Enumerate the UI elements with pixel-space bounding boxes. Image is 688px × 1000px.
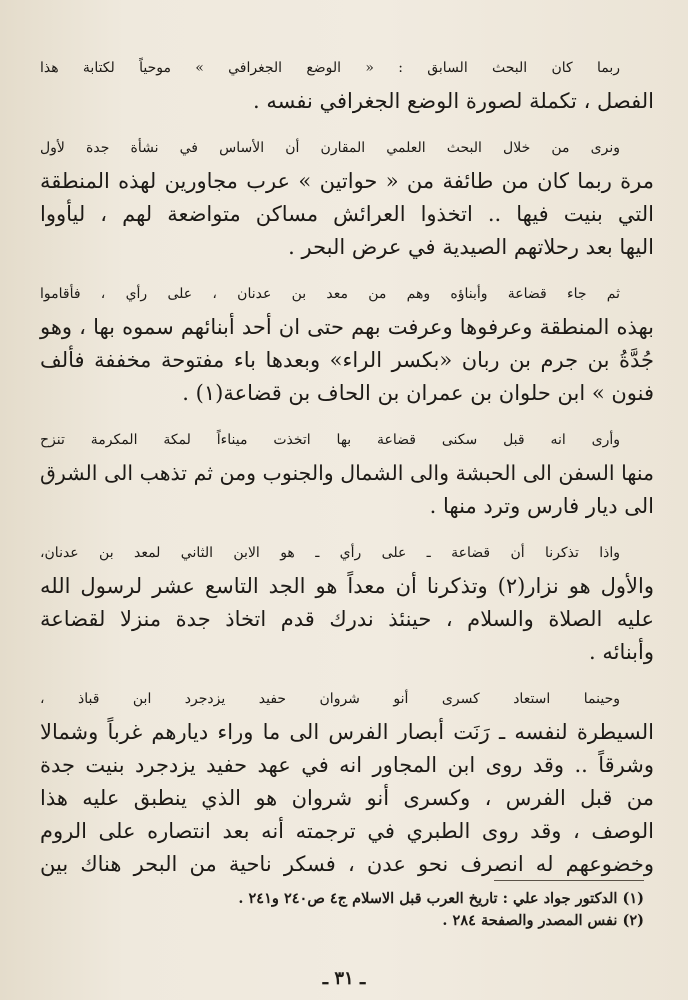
- text-line: وأرى انه قبل سكنى قضاعة بها اتخذت ميناءاً لمكة المكرمة تنزح: [40, 432, 620, 448]
- text-line: وحينما استعاد كسرى أنو شروان حفيد يزدجرد ابن قباذ ،: [40, 691, 620, 707]
- text-line: اليها بعد رحلاتهم الصيدية في عرض البحر .: [288, 235, 654, 259]
- text-line: فنون » ابن حلوان بن عمران بن الحاف بن قضاعة(١) .: [182, 381, 654, 405]
- text-line: بهذه المنطقة وعرفوها وعرفت بهم حتى ان أحد أبنائهم سموه بها ، وهو: [40, 315, 654, 339]
- paragraph-4: [40, 424, 654, 523]
- text-line: مرة ربما كان من طائفة من « حواتين » عرب مجاورين لهذه المنطقة: [40, 169, 654, 193]
- body-text: [40, 52, 654, 881]
- text-line: ثم جاء قضاعة وأبناؤه وهم من معد بن عدنان ، على رأي ، فأقاموا: [40, 286, 620, 302]
- text-line: الى ديار فارس وترد منها .: [429, 494, 654, 518]
- footnote-2: (٢) نفس المصدر والصفحة ٢٨٤ .: [442, 912, 644, 929]
- paragraph-2: [40, 132, 654, 264]
- paragraph-3: [40, 278, 654, 410]
- text-line: عليه الصلاة والسلام ، حينئذ ندرك قدم اتخاذ جدة منزلا لقضاعة: [40, 607, 654, 631]
- text-line: وخضوعهم له انصرف نحو عدن ، فسكر ناحية من البحر هناك بين: [40, 852, 654, 876]
- paragraph-5: [40, 537, 654, 669]
- text-line: ونرى من خلال البحث العلمي المقارن أن الأساس في نشأة جدة لأول: [40, 140, 620, 156]
- text-line: الوصف ، وقد روى الطبري في ترجمته أنه بعد انتصاره على الروم: [40, 819, 654, 843]
- page-number: ـ ٣١ ـ: [322, 968, 366, 989]
- footnote-1: (١) الدكتور جواد علي : تاريخ العرب قبل الاسلام ج٤ ص٢٤٠ و٢٤١ .: [238, 890, 644, 907]
- text-line: والأول هو نزار(٢) وتذكرنا أن معداً هو الجد التاسع عشر لرسول الله: [40, 574, 654, 598]
- text-line: وأبنائه .: [588, 640, 654, 664]
- paragraph-6: [40, 683, 654, 881]
- text-line: واذا تذكرنا أن قضاعة ـ على رأي ـ هو الابن الثاني لمعد بن عدنان،: [40, 545, 620, 561]
- text-line: السيطرة لنفسه ـ رَنَت أبصار الفرس الى ما وراء ديارهم غرباً وشمالا: [40, 720, 654, 744]
- footnote-divider: [494, 880, 644, 881]
- text-line: الفصل ، تكملة لصورة الوضع الجغرافي نفسه .: [253, 89, 654, 113]
- text-line: ربما كان البحث السابق : « الوضع الجغرافي » موحياً لكتابة هذا: [40, 60, 620, 76]
- text-line: من قبل الفرس ، وكسرى أنو شروان هو الذي ينطبق عليه هذا: [40, 786, 654, 810]
- text-line: جُدَّةُ بن جرم بن ربان «بكسر الراء» وبعدها باء مفتوحة مخففة فألف: [40, 348, 654, 372]
- text-line: وشرقاً .. وقد روى ابن المجاور انه في عهد حفيد يزدجرد بنيت جدة: [40, 753, 654, 777]
- text-line: منها السفن الى الحبشة والى الشمال والجنوب ومن ثم تذهب الى الشرق: [40, 461, 654, 485]
- footnotes: [40, 888, 644, 932]
- paragraph-1: [40, 52, 654, 118]
- text-line: التي بنيت فيها .. اتخذوا العرائش مساكن متواضعة لهم ، ليأووا: [40, 202, 654, 226]
